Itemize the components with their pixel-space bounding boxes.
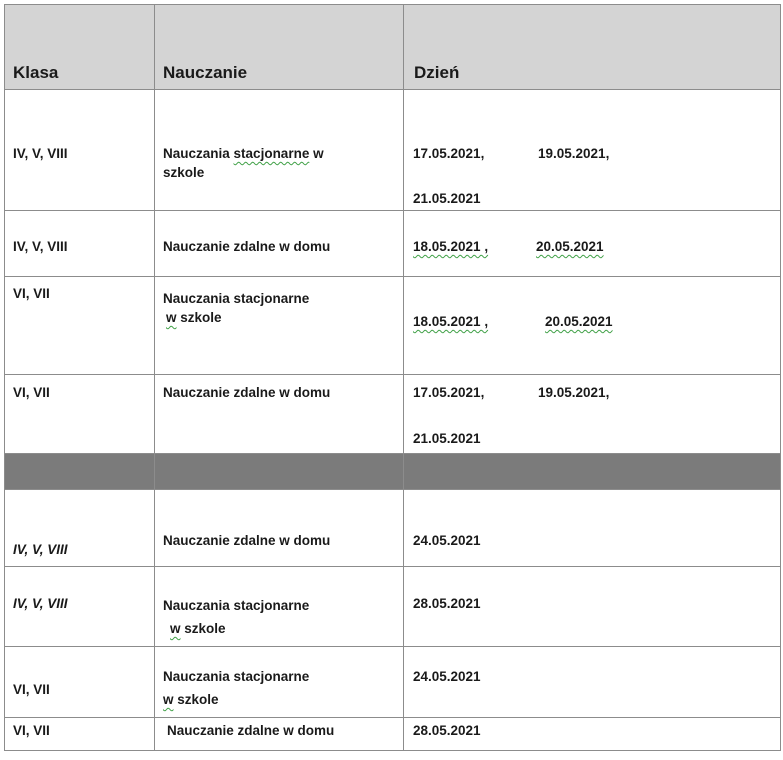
row3-date1: 18.05.2021 , [413, 314, 489, 329]
row3-nauczanie-line2: w szkole [166, 310, 222, 325]
row5-nauczanie: Nauczanie zdalne w domu [163, 533, 331, 548]
row7-klasa: VI, VII [13, 682, 50, 697]
header-nauczanie: Nauczanie [163, 63, 248, 82]
row2-nauczanie: Nauczanie zdalne w domu [163, 239, 331, 254]
row4-nauczanie: Nauczanie zdalne w domu [163, 385, 331, 400]
row3-nauczanie-line1: Nauczania stacjonarne [163, 291, 310, 306]
header-dzien: Dzień [414, 63, 460, 82]
row4-date1: 17.05.2021, [413, 385, 485, 400]
row2-klasa: IV, V, VIII [13, 239, 68, 254]
row2-date2: 20.05.2021 [536, 239, 604, 254]
separator-row [4, 453, 781, 489]
row1-klasa: IV, V, VIII [13, 146, 68, 161]
row7-nauczanie-line1: Nauczania stacjonarne [163, 669, 310, 684]
row4-date2: 19.05.2021, [538, 385, 610, 400]
row6-date1: 28.05.2021 [413, 596, 481, 611]
row8-nauczanie: Nauczanie zdalne w domu [167, 723, 335, 738]
row7-nauczanie-line2: w szkole [163, 692, 219, 707]
row8-date1: 28.05.2021 [413, 723, 481, 738]
row1-date2: 19.05.2021, [538, 146, 610, 161]
row7-date1: 24.05.2021 [413, 669, 481, 684]
row1-nauczanie: Nauczania stacjonarne w [163, 146, 324, 161]
row6-nauczanie-line1: Nauczania stacjonarne [163, 598, 310, 613]
header-row [4, 4, 781, 89]
row5-date1: 24.05.2021 [413, 533, 481, 548]
row6-nauczanie-line2: w szkole [170, 621, 226, 636]
row8-klasa: VI, VII [13, 723, 50, 738]
row4-date3: 21.05.2021 [413, 431, 481, 446]
row3-klasa: VI, VII [13, 286, 50, 301]
row3-date2: 20.05.2021 [545, 314, 613, 329]
row4-klasa: VI, VII [13, 385, 50, 400]
header-klasa: Klasa [13, 63, 59, 82]
row2-date1: 18.05.2021 , [413, 239, 489, 254]
row1-nauczanie-line2: szkole [163, 165, 205, 180]
row5-klasa: IV, V, VIII [13, 542, 68, 557]
row1-date3: 21.05.2021 [413, 191, 481, 206]
row1-date1: 17.05.2021, [413, 146, 485, 161]
row6-klasa: IV, V, VIII [13, 596, 68, 611]
